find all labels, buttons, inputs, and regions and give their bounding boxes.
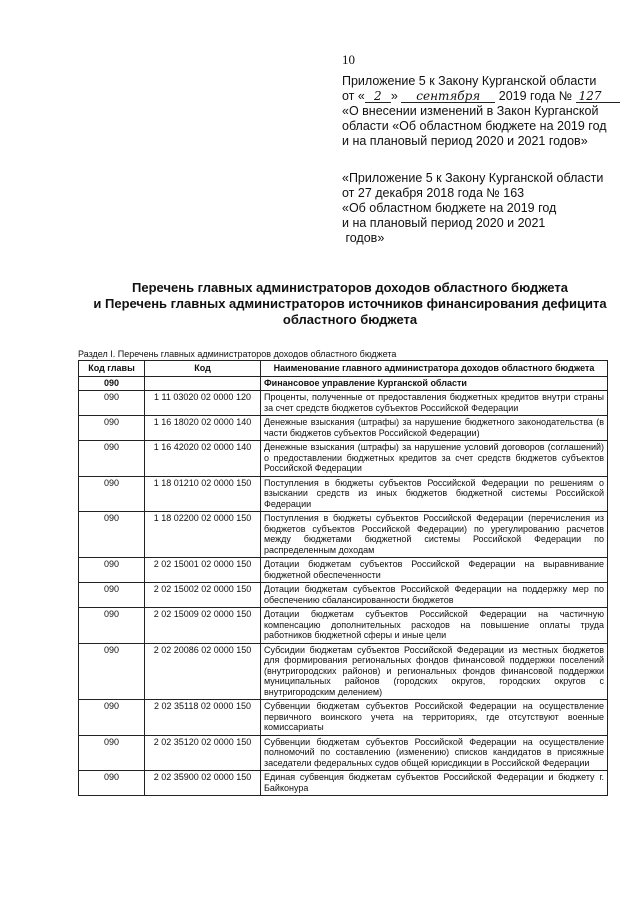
appendix-prior-line5: годов» [342, 231, 385, 245]
table-row [79, 512, 608, 558]
agency-row [79, 376, 608, 391]
row-name: Субсидии бюджетам субъектов Российской Федерации из местных бюджетов для формирования региональных фондов финансовой поддержки поселений (внутригородских районов) и региональных фондов финансовой поддержки муниципальных районов (городских округов, городских округов с внутригородским делением) [261, 643, 608, 700]
table-row [79, 441, 608, 477]
row-code: 1 16 42020 02 0000 140 [145, 441, 261, 477]
row-chapter-code: 090 [79, 583, 145, 608]
date-close-quote: » [390, 89, 398, 103]
appendix-current-line1: Приложение 5 к Закону Курганской области [342, 74, 597, 88]
row-name: Дотации бюджетам субъектов Российской Федерации на выравнивание бюджетной обеспеченности [261, 558, 608, 583]
row-name: Проценты, полученные от предоставления бюджетных кредитов внутри страны за счет средств бюджетов субъектов Российской Федерации [261, 391, 608, 416]
row-chapter-code: 090 [79, 476, 145, 512]
title-line2: и Перечень главных администраторов источников финансирования дефицита [93, 296, 607, 311]
row-chapter-code: 090 [79, 441, 145, 477]
administrators-table [78, 360, 608, 796]
row-code: 2 02 15009 02 0000 150 [145, 608, 261, 644]
appendix-prior-line4: и на плановый период 2020 и 2021 [342, 216, 546, 230]
header-chapter-code: Код главы [79, 361, 145, 377]
table-row [79, 771, 608, 796]
row-code: 2 02 15001 02 0000 150 [145, 558, 261, 583]
row-code: 1 11 03020 02 0000 120 [145, 391, 261, 416]
title-line1: Перечень главных администраторов доходов областного бюджета [132, 280, 568, 295]
row-chapter-code: 090 [79, 391, 145, 416]
handwritten-number: 127 [576, 90, 620, 103]
row-code: 2 02 20086 02 0000 150 [145, 643, 261, 700]
appendix-prior-line2: от 27 декабря 2018 года № 163 [342, 186, 525, 200]
document-title [60, 280, 640, 328]
appendix-prior-line3: «Об областном бюджете на 2019 год [342, 201, 557, 215]
row-code: 2 02 35120 02 0000 150 [145, 735, 261, 771]
table-row [79, 608, 608, 644]
row-name: Дотации бюджетам субъектов Российской Федерации на поддержку мер по обеспечению сбалансированности бюджетов [261, 583, 608, 608]
table-row [79, 735, 608, 771]
agency-code: 090 [79, 376, 145, 391]
agency-name: Финансовое управление Курганской области [261, 376, 608, 391]
row-code: 2 02 35900 02 0000 150 [145, 771, 261, 796]
table-row [79, 416, 608, 441]
row-name: Субвенции бюджетам субъектов Российской Федерации на осуществление полномочий по составлению (изменению) списков кандидатов в присяжные заседатели федеральных судов общей юрисдикции в Российской Федерации [261, 735, 608, 771]
appendix-current-block [342, 74, 620, 149]
row-chapter-code: 090 [79, 643, 145, 700]
page-number: 10 [342, 52, 355, 67]
row-name: Единая субвенция бюджетам субъектов Российской Федерации и бюджету г. Байконура [261, 771, 608, 796]
year-text: 2019 года № [498, 89, 573, 103]
row-chapter-code: 090 [79, 608, 145, 644]
title-line3: областного бюджета [282, 312, 418, 327]
row-name: Денежные взыскания (штрафы) за нарушение бюджетного законодательства (в части бюджетов субъектов Российской Федерации) [261, 416, 608, 441]
table-row [79, 476, 608, 512]
table-row [79, 583, 608, 608]
row-chapter-code: 090 [79, 735, 145, 771]
row-chapter-code: 090 [79, 558, 145, 583]
appendix-current-line5: и на плановый период 2020 и 2021 годов» [342, 134, 588, 148]
appendix-prior-line1: «Приложение 5 к Закону Курганской области [342, 171, 604, 185]
row-chapter-code: 090 [79, 771, 145, 796]
table-row [79, 391, 608, 416]
date-prefix: от « [342, 89, 365, 103]
table-header-row [79, 361, 608, 377]
appendix-current-line4: области «Об областном бюджете на 2019 год [342, 119, 607, 133]
row-name: Субвенции бюджетам субъектов Российской Федерации на осуществление первичного воинского учета на территориях, где отсутствуют военные комиссариаты [261, 700, 608, 736]
header-code: Код [145, 361, 261, 377]
row-name: Денежные взыскания (штрафы) за нарушение условий договоров (соглашений) о предоставлении бюджетных кредитов за счет средств бюджетов субъектов Российской Федерации [261, 441, 608, 477]
section-caption: Раздел I. Перечень главных администраторов доходов областного бюджета [78, 349, 397, 359]
appendix-current-line3: «О внесении изменений в Закон Курганской [342, 104, 599, 118]
table-row [79, 643, 608, 700]
row-chapter-code: 090 [79, 416, 145, 441]
handwritten-day: 2 [365, 90, 391, 103]
handwritten-month: сентября [401, 90, 495, 103]
row-code: 1 18 01210 02 0000 150 [145, 476, 261, 512]
table-row [79, 558, 608, 583]
row-code: 1 16 18020 02 0000 140 [145, 416, 261, 441]
row-name: Поступления в бюджеты субъектов Российской Федерации по решениям о взыскании средств из иных бюджетов бюджетной системы Российской Федерации [261, 476, 608, 512]
agency-code-empty [145, 376, 261, 391]
appendix-prior-block [342, 171, 603, 246]
row-code: 1 18 02200 02 0000 150 [145, 512, 261, 558]
row-code: 2 02 15002 02 0000 150 [145, 583, 261, 608]
row-code: 2 02 35118 02 0000 150 [145, 700, 261, 736]
row-chapter-code: 090 [79, 512, 145, 558]
row-chapter-code: 090 [79, 700, 145, 736]
row-name: Дотации бюджетам субъектов Российской Федерации на частичную компенсацию дополнительных расходов на повышение оплаты труда работников бюджетной сферы и иные цели [261, 608, 608, 644]
appendix-current-date-line [342, 89, 620, 104]
table-row [79, 700, 608, 736]
row-name: Поступления в бюджеты субъектов Российской Федерации (перечисления из бюджетов субъектов Российской Федерации) по урегулированию расчетов между бюджетами бюджетной системы Российской Федерации по распределенным доходам [261, 512, 608, 558]
header-name: Наименование главного администратора доходов областного бюджета [261, 361, 608, 377]
